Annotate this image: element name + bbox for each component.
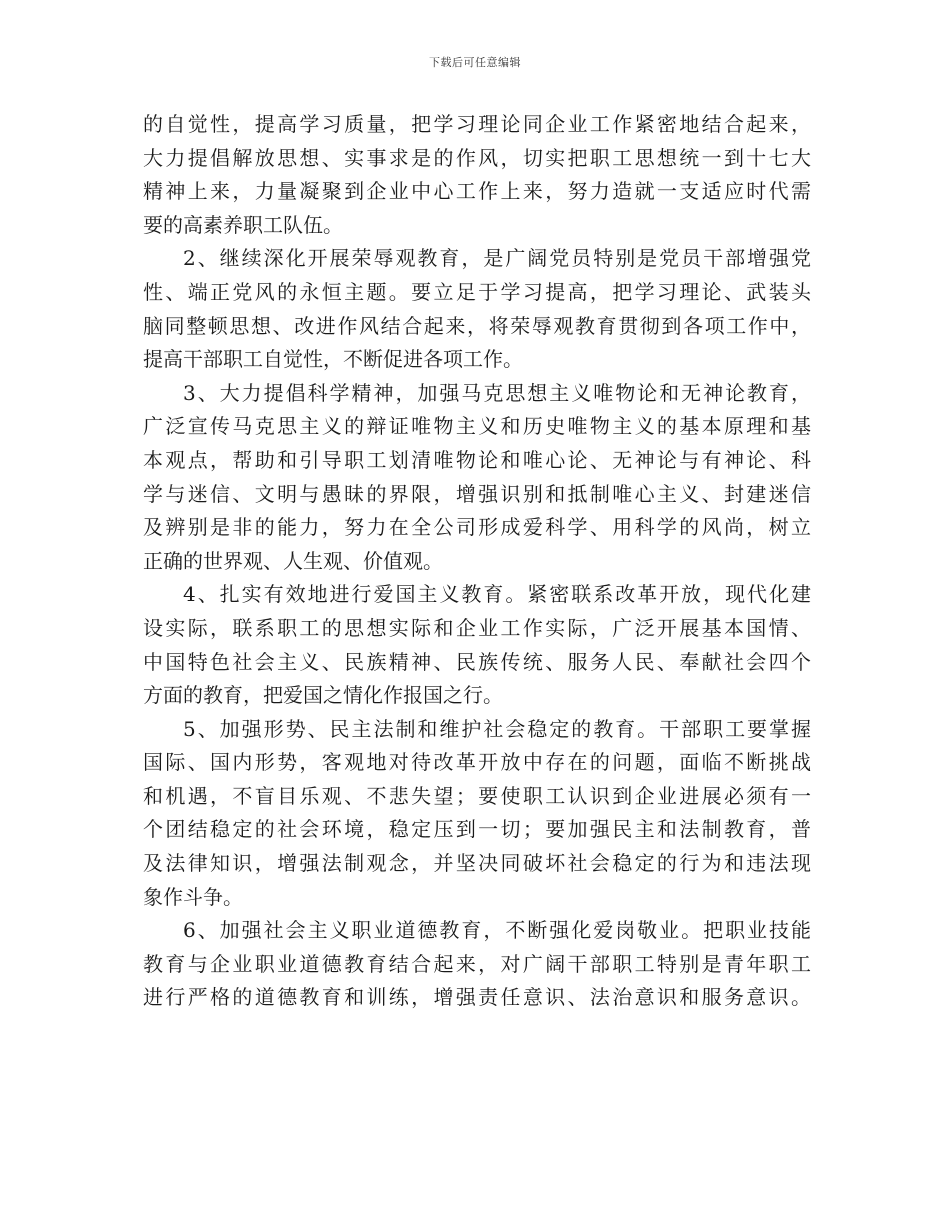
paragraph xyxy=(143,914,811,1015)
text-line: 2、继续深化开展荣辱观教育，是广阔党员特别是党员干部增强党 xyxy=(183,246,811,271)
text-line: 方面的教育，把爱国之情化作报国之行。 xyxy=(143,683,503,708)
text-line: 大力提倡解放思想、实事求是的作风，切实把职工思想统一到十七大 xyxy=(143,145,811,170)
text-line: 中国特色社会主义、民族精神、民族传统、服务人民、奉献社会四个 xyxy=(143,649,811,674)
text-line: 脑同整顿思想、改进作风结合起来，将荣辱观教育贯彻到各项工作中， xyxy=(143,313,811,338)
text-line: 4、扎实有效地进行爱国主义教育。紧密联系改革开放，现代化建 xyxy=(183,582,811,607)
text-line: 提高干部职工自觉性，不断促进各项工作。 xyxy=(143,347,523,372)
text-line: 国际、国内形势，客观地对待改革开放中存在的问题，面临不断挑战 xyxy=(143,750,811,775)
text-line: 5、加强形势、民主法制和维护社会稳定的教育。干部职工要掌握 xyxy=(183,716,811,741)
text-line: 要的高素养职工队伍。 xyxy=(143,212,343,237)
text-line: 的自觉性，提高学习质量，把学习理论同企业工作紧密地结合起来， xyxy=(143,112,811,136)
text-line: 3、大力提倡科学精神，加强马克思想主义唯物论和无神论教育， xyxy=(183,380,811,405)
text-line: 广泛宣传马克思主义的辩证唯物主义和历史唯物主义的基本原理和基 xyxy=(143,414,811,439)
document-body xyxy=(143,108,811,1015)
text-line: 和机遇，不盲目乐观、不悲失望；要使职工认识到企业进展必须有一 xyxy=(143,783,811,808)
text-line: 6、加强社会主义职业道德教育，不断强化爱岗敬业。把职业技能 xyxy=(183,918,811,943)
text-line: 本观点，帮助和引导职工划清唯物论和唯心论、无神论与有神论、科 xyxy=(143,447,811,472)
header-note: 下载后可任意编辑 xyxy=(429,56,521,69)
text-line: 教育与企业职业道德教育结合起来，对广阔干部职工特别是青年职工 xyxy=(143,951,811,976)
paragraph xyxy=(143,578,811,712)
paragraph xyxy=(143,242,811,376)
paragraph xyxy=(143,377,811,579)
text-line: 及法律知识，增强法制观念，并坚决同破坏社会稳定的行为和违法现 xyxy=(143,851,811,876)
text-line: 个团结稳定的社会环境，稳定压到一切；要加强民主和法制教育，普 xyxy=(143,817,811,842)
paragraph xyxy=(143,108,811,242)
text-line: 精神上来，力量凝聚到企业中心工作上来，努力造就一支适应时代需 xyxy=(143,179,811,204)
text-line: 进行严格的道德教育和训练，增强责任意识、法治意识和服务意识。 xyxy=(143,985,811,1010)
text-line: 及辨别是非的能力，努力在全公司形成爱科学、用科学的风尚，树立 xyxy=(143,515,811,540)
text-line: 性、端正党风的永恒主题。要立足于学习提高，把学习理论、武装头 xyxy=(143,279,811,304)
text-line: 学与迷信、文明与愚昧的界限，增强识别和抵制唯心主义、封建迷信 xyxy=(143,481,811,506)
text-line: 正确的世界观、人生观、价值观。 xyxy=(143,548,443,573)
text-line: 象作斗争。 xyxy=(143,884,243,909)
text-line: 设实际，联系职工的思想实际和企业工作实际，广泛开展基本国情、 xyxy=(143,615,811,640)
paragraph xyxy=(143,713,811,915)
